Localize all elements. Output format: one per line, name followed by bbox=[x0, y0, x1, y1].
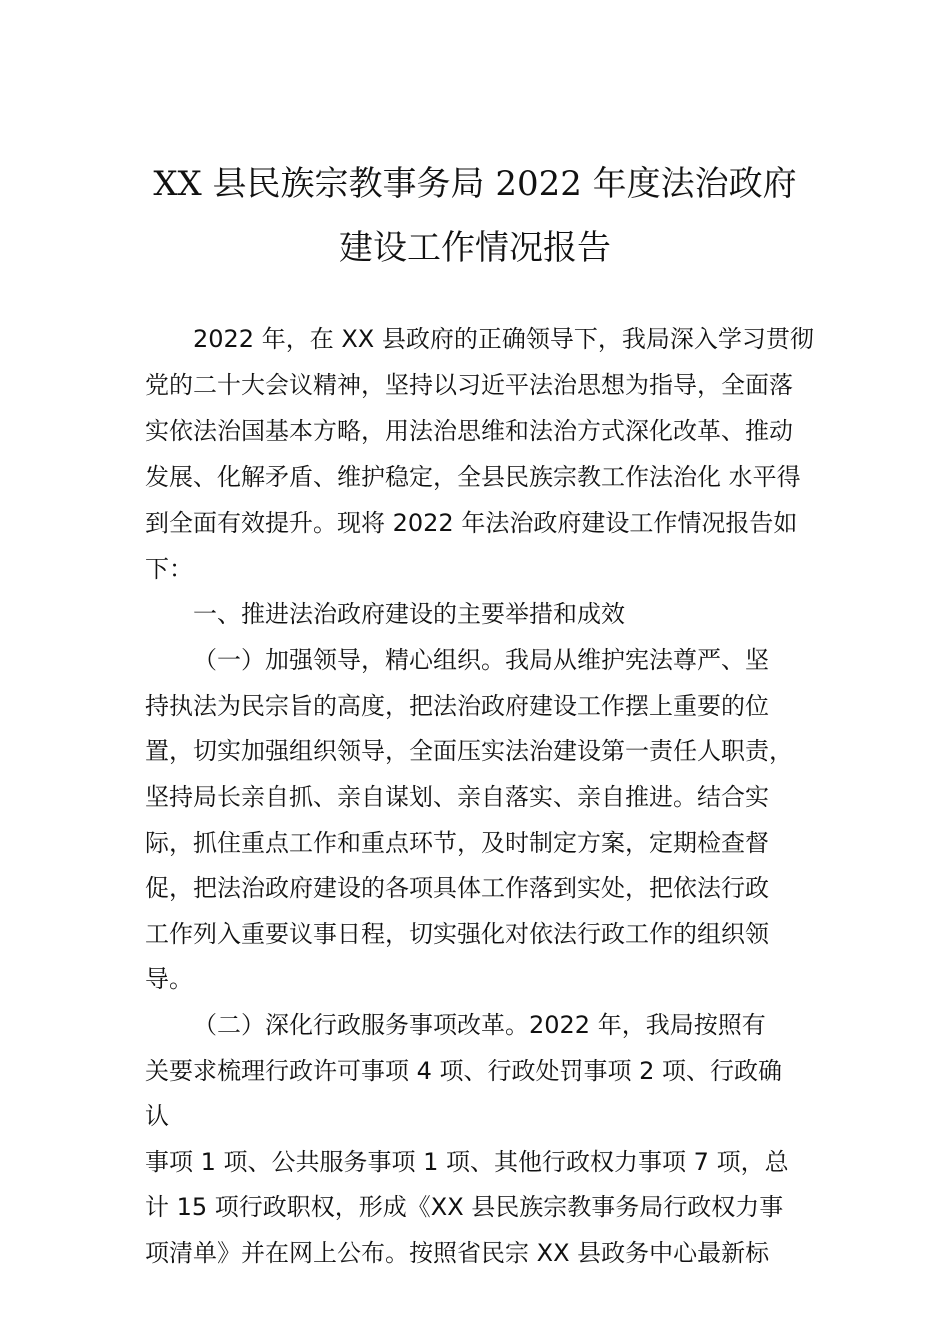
paragraph-line: 际，抓住重点工作和重点环节，及时制定方案，定期检查督 bbox=[145, 829, 769, 857]
paragraph-line: 持执法为民宗旨的高度，把法治政府建设工作摆上重要的位 bbox=[145, 692, 769, 720]
paragraph-line: 置，切实加强组织领导，全面压实法治建设第一责任人职责， bbox=[145, 737, 793, 765]
section-heading: 一、推进法治政府建设的主要举措和成效 bbox=[193, 600, 625, 628]
paragraph-line: （一）加强领导，精心组织。我局从维护宪法尊严、坚 bbox=[193, 646, 769, 674]
paragraph-line: （二）深化行政服务事项改革。2022 年，我局按照有 bbox=[193, 1011, 766, 1039]
paragraph-line: 坚持局长亲自抓、亲自谋划、亲自落实、亲自推进。结合实 bbox=[145, 783, 769, 811]
document-title-line-2: 建设工作情况报告 bbox=[339, 228, 611, 268]
paragraph-line: 认 bbox=[145, 1102, 169, 1130]
paragraph-line: 导。 bbox=[145, 965, 193, 993]
paragraph-line: 党的二十大会议精神，坚持以习近平法治思想为指导，全面落 bbox=[145, 371, 793, 399]
paragraph-line: 促，把法治政府建设的各项具体工作落到实处，把依法行政 bbox=[145, 874, 769, 902]
paragraph-line: 实依法治国基本方略，用法治思维和法治方式深化改革、推动 bbox=[145, 417, 793, 445]
paragraph-line: 工作列入重要议事日程，切实强化对依法行政工作的组织领 bbox=[145, 920, 769, 948]
paragraph-line: 到全面有效提升。现将 2022 年法治政府建设工作情况报告如 bbox=[145, 509, 798, 537]
paragraph-line: 下： bbox=[145, 555, 193, 583]
paragraph-line: 事项 1 项、公共服务事项 1 项、其他行政权力事项 7 项，总 bbox=[145, 1148, 789, 1176]
paragraph-line: 2022 年，在 XX 县政府的正确领导下，我局深入学习贯彻 bbox=[193, 325, 814, 353]
paragraph-line: 关要求梳理行政许可事项 4 项、行政处罚事项 2 项、行政确 bbox=[145, 1057, 783, 1085]
paragraph-line: 计 15 项行政职权，形成《XX 县民族宗教事务局行政权力事 bbox=[145, 1193, 784, 1221]
paragraph-line: 项清单》并在网上公布。按照省民宗 XX 县政务中心最新标 bbox=[145, 1239, 770, 1267]
document-title-line-1: XX 县民族宗教事务局 2022 年度法治政府 bbox=[153, 164, 797, 204]
paragraph-line: 发展、化解矛盾、维护稳定，全县民族宗教工作法治化 水平得 bbox=[145, 463, 801, 491]
